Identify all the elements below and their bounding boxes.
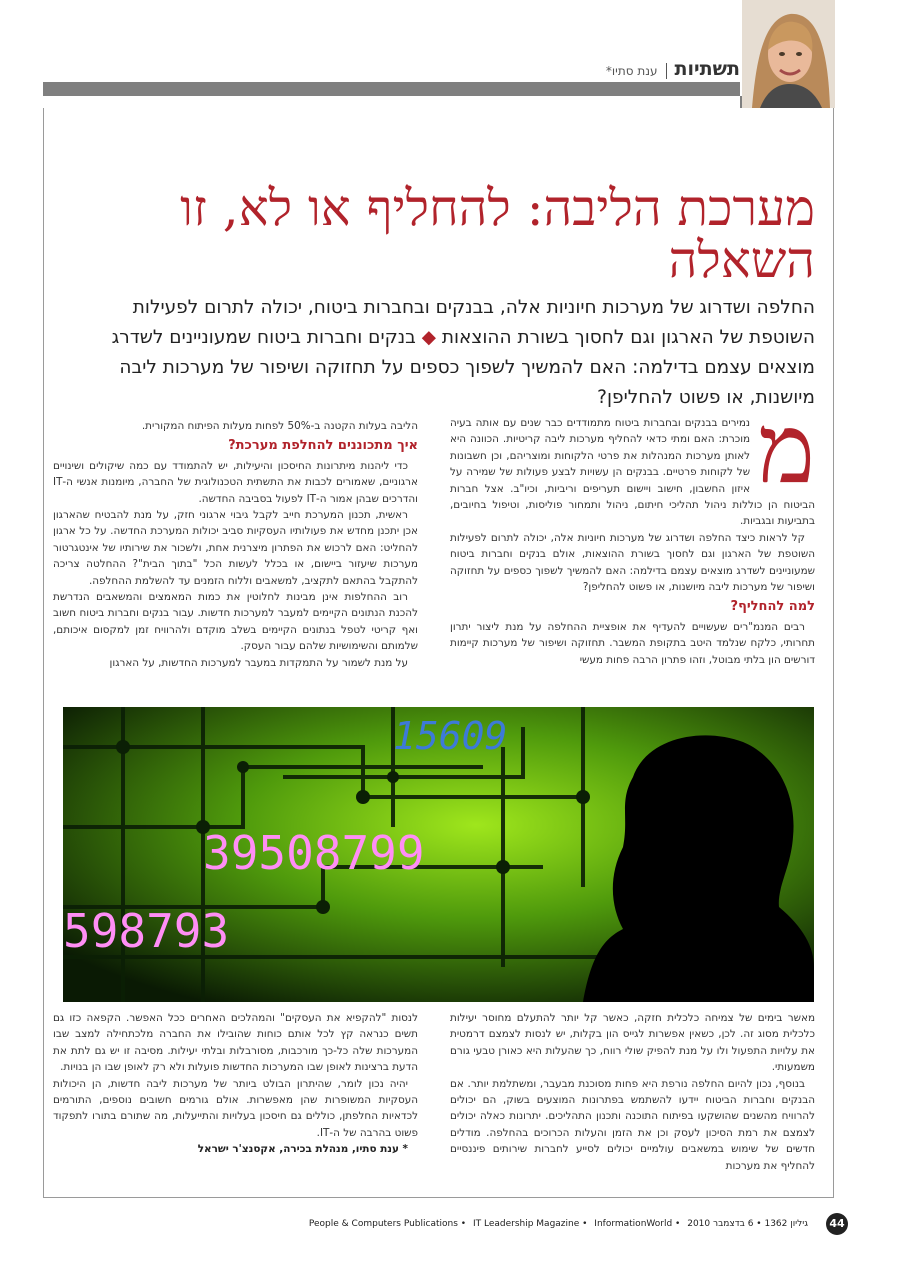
body-paragraph: יהיה נכון לומר, שהיתרון הבולט ביותר של מערכות ליבה חדשות, הן היכולות העסקיות המשופרות שהן מאפשרות. אולם גורמים חשובים נוספים, התורמים לכדאיות החלפתן, כוללים גם חיסכון בעלויות והתייעלות, מה שתורם בתורו לתפקוד פשוט בהרבה של ה-IT. bbox=[53, 1077, 418, 1139]
section-name: תשתיות bbox=[674, 58, 740, 80]
body-paragraph: על מנת לשמור על התמקדות במעבר למערכות החדשות, על הארגון bbox=[109, 656, 408, 669]
author-portrait-icon bbox=[742, 0, 835, 108]
lead-part-2: בנקים וחברות ביטוח שמעוניינים לשדרג מוצאים עצמם בדילמה: האם להמשיך לשפוך כספים על תחזוקה ושיפור של מערכות ליבה מיושנות, או פשוט להחליפן? bbox=[111, 327, 815, 408]
image-digits-top: 15609 bbox=[393, 714, 508, 758]
footer-issue: גיליון 1362 • 6 בדצמבר 2010 bbox=[687, 1219, 808, 1229]
body-paragraph: בנוסף, נכון להיום החלפה נורפת היא פחות מסוכנת מבעבר, ומשתלמת יותר. אם הבנקים וחברות הביטוח יידעו להשתמש בפתרונות המוצעים בשוק, הם יכולים להרוויח מהשנים שהושקעו בפיתוח התוכנה ותכנון התהליכים. יתרונות כאלה יכולים לצמצם את רמת הסיכון לעסק וכן את הזמן והעלות הכרוכים בהחלפה. מודלים חדשים של שימוש במשאבים עולמיים יכולים לסייע לחברות שירותים פיננסיים להחליף את מערכות bbox=[450, 1077, 815, 1172]
footer-magazine: IT Leadership Magazine bbox=[472, 1219, 580, 1229]
body-column-left-bottom bbox=[53, 1010, 418, 1175]
subheading-how-to-prepare: איך מתכוננים להחלפת מערכת? bbox=[228, 438, 418, 454]
subheading-why-replace: למה להחליף? bbox=[730, 599, 815, 615]
body-column-left-top bbox=[53, 418, 418, 698]
body-paragraph: לנסות "להקפיא את העסקים" והמהלכים האחרים ככל האפשר. הקפאה כזו גם תשים כנראה קץ לכל אותם כוחות שהובילו את החברה מלכתחילה למצב שבו המערכות שלה כל-כך מורכבות, מסורבלות ובלתי יעילות. מסיבה זו יש גם לתת את הדעת ברצינות לאופן שבו המערכות החדשות פועלות ולא רק לאופן שבו הן בנויות. bbox=[53, 1012, 418, 1074]
body-paragraph: ראשית, תכנון המערכת חייב לקבל גיבוי ארגוני חזק, על מנת להבטיח שהארגון אכן יתכנן מחדש את פעולותיו העסקיות סביב יכולות המערכת החדשה. על כל ארגון להחליט: האם לרכוש את הפתרון מיצרנית אחת, ולשכור את שירותיו של אינטגרטור מערכות שיעזור ביישום, או בכלל לעשות הכל "בתוך הבית"? ההחלטה צריכה להתקבל בהתאם לתקציב, למשאבים וללוח הזמנים עד להשלמת ההחלפה. bbox=[53, 509, 418, 587]
body-paragraph: רבים המנמ"רים שעשויים להעדיף את אופציית ההחלפה על מנת ליצור יתרון תחרותי, כלקח שנלמד היטב בתקופת המשבר. תחזוקה ושיפור של מערכות קיימות דורשים הון בלתי מבוטל, וזהו פתרון הרבה פחות מעשי bbox=[450, 620, 815, 666]
article-image bbox=[63, 707, 814, 1002]
article-lead bbox=[95, 293, 815, 413]
body-paragraph: קל לראות כיצד החלפה ושדרוג של מערכות חיוניות אלה, יכולה לתרום לפעילות השוטפת של הארגון וגם לחסוך בשורת ההוצאות, אולם בנקים וחברות ביטוח שמעוניינים לשדרג מוצאים עצמם בדילמה: האם להמשיך לשפוך כספים על תחזוקה ושיפור של מערכות ליבה מיושנות, או פשוט להחליפן? bbox=[450, 531, 815, 594]
page-footer: גיליון 1362 • 6 בדצמבר 2010 • People & Computers Publications • IT Leadership Magazine • InformationWorld bbox=[308, 1219, 808, 1229]
circuit-silhouette-image bbox=[63, 707, 814, 1002]
page-number: 44 bbox=[826, 1213, 848, 1235]
body-column-right-bottom bbox=[450, 1010, 815, 1175]
body-paragraph: מאשר בימים של צמיחה כלכלית חזקה, כאשר קל יותר להתעלם מחוסר יעילות כלכלית מסוג זה. לכן, כשאין אפשרות לגייס הון בקלות, יש לנסות לצמצם דרמטית את עלויות התפעול ולו על מנת להפיק שולי רווח, כך שהעלות היא כאורן טבעי גורם משמעותי. bbox=[450, 1012, 815, 1074]
author-signature: * ענת סתיו, מנהלת בכירה, אקסנצ'ר ישראל bbox=[197, 1143, 408, 1156]
article-headline: מערכת הליבה: להחליף או לא, זו השאלה bbox=[180, 179, 815, 289]
body-paragraph: רוב ההחלפות אינן מבינות לחלוטין את כמות המאמצים והמשאבים הנדרשת להכנת הנתונים הקיימים למעבר למערכות חדשות. עבור בנקים וחברות ביטוח חשוב ואף קריטי לטפל בנתונים הקיימים בשלב מוקדם ולהרוויח זמן למקסום איכותם, שלמותם והשימושיות שלהם עבור העסק. bbox=[53, 591, 418, 653]
image-digits-bottom: 598793 bbox=[63, 904, 230, 958]
lead-part-1: החלפה ושדרוג של מערכות חיוניות אלה, בבנקים ובחברות ביטוח, יכולה לתרום לפעילות השוטפת של הארגון וגם לחסוך בשורת ההוצאות bbox=[132, 297, 815, 348]
drop-cap: מ bbox=[758, 415, 815, 505]
lead-bullet-icon: ◆ bbox=[421, 327, 436, 348]
body-paragraph: הליבה בעלות הקטנה ב-50% לפחות מעלות הפיתוח המקורית. bbox=[141, 420, 418, 432]
footer-brand: InformationWorld bbox=[594, 1219, 673, 1229]
section-divider bbox=[666, 63, 667, 79]
section-header bbox=[606, 58, 740, 80]
author-photo bbox=[742, 0, 835, 108]
author-name: ענת סתיו* bbox=[605, 64, 658, 78]
footer-publisher: People & Computers Publications bbox=[308, 1219, 458, 1229]
body-paragraph: נמירים בבנקים ובחברות ביטוח מתמודדים כבר שנים עם אותה בעיה מוכרת: האם ומתי כדאי להחליף מערכות ליבה קריטיות. הכוונה היא לאותן מערכות המנהלות את פרטי הלקוחות ומוצריהם, וכן חשבונות של לקוחות פרטיים. בבנקים הן עשויות לבצע פעולות של שמירה על איזון החשבון, חישוב ויישום תעריפים וריביות, וכיו"ב. אצל חברות הביטוח הן כוללות ניהול תהליכי חיתום, ניהול ותמחור פוליסות, וטיפול בחיובים, בתביעות ובגביות. bbox=[450, 417, 815, 528]
image-digits-middle: 39508799 bbox=[203, 826, 425, 880]
body-column-right-top bbox=[450, 415, 815, 699]
body-paragraph: כדי ליהנות מיתרונות החיסכון והיעילות, יש להתמודד עם כמה שיקולים ושינויים ארגוניים, שאמורים לכבות את התשתית הטכנולוגית של החברה, מיומנות אנשי ה-IT והדרכים שבהן אמור ה-IT לפעול בסביבה החדשה. bbox=[53, 459, 418, 505]
header-bar bbox=[43, 82, 740, 96]
